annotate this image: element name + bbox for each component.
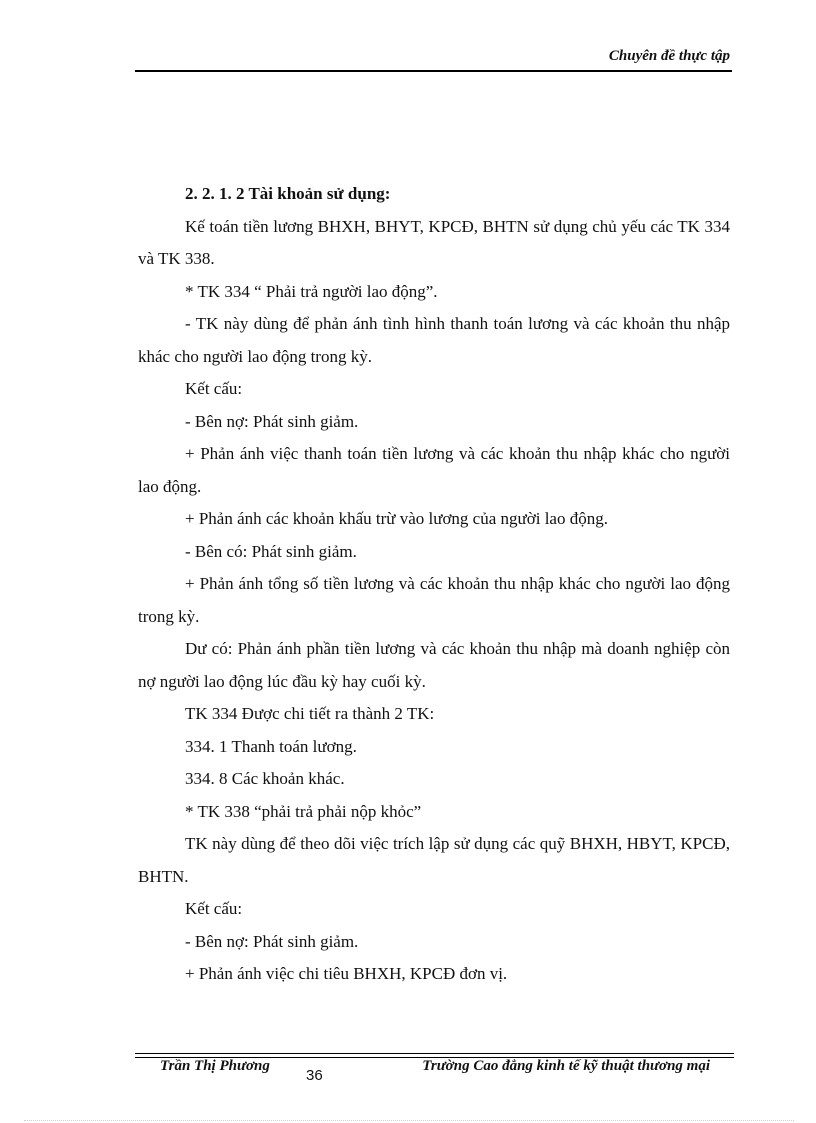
- paragraph: + Phản ánh việc chi tiêu BHXH, KPCĐ đơn vị.: [185, 964, 508, 983]
- paragraph: - Bên có: Phát sinh giảm.: [185, 541, 357, 561]
- footer-author: Trần Thị Phương: [160, 1058, 270, 1074]
- section-heading: 2. 2. 1. 2 Tài khoản sử dụng:: [185, 184, 391, 203]
- page-number: 36: [306, 1067, 323, 1084]
- paragraph: + Phản ánh các khoản khấu trừ vào lương của người lao động.: [185, 509, 608, 528]
- paragraph: Kết cấu:: [185, 899, 243, 918]
- paragraph: - Bên nợ: Phát sinh giảm.: [185, 931, 359, 951]
- paragraph: 334. 8 Các khoản khác.: [185, 769, 345, 788]
- paragraph: + Phản ánh việc thanh toán tiền lương và các khoản thu nhập khác cho người lao động.: [138, 444, 730, 496]
- paragraph: - TK này dùng để phản ánh tình hình thanh toán lương và các khoản thu nhập khác cho người lao động trong kỳ.: [138, 314, 730, 366]
- footer-school: Trường Cao đẳng kinh tế kỹ thuật thương mại: [422, 1058, 710, 1074]
- paragraph: * TK 338 “phải trả phải nộp khỏc”: [185, 801, 422, 821]
- body-text: [138, 178, 730, 991]
- paragraph: TK này dùng để theo dõi việc trích lập sử dụng các quỹ BHXH, HBYT, KPCĐ, BHTN.: [138, 834, 730, 886]
- page-edge: [24, 1120, 794, 1121]
- paragraph: TK 334 Được chi tiết ra thành 2 TK:: [185, 704, 435, 723]
- header-title: Chuyên đề thực tập: [608, 48, 730, 64]
- page-header: [135, 48, 732, 72]
- paragraph: - Bên nợ: Phát sinh giảm.: [185, 411, 359, 431]
- paragraph: + Phản ánh tổng số tiền lương và các khoản thu nhập khác cho người lao động trong kỳ.: [138, 574, 730, 626]
- paragraph: Dư có: Phản ánh phần tiền lương và các khoản thu nhập mà doanh nghiệp còn nợ người lao động lúc đầu kỳ hay cuối kỳ.: [138, 639, 730, 691]
- paragraph: 334. 1 Thanh toán lương.: [185, 736, 357, 756]
- paragraph: Kế toán tiền lương BHXH, BHYT, KPCĐ, BHTN sử dụng chủ yếu các TK 334 và TK 338.: [138, 216, 730, 268]
- paragraph: Kết cấu:: [185, 379, 243, 398]
- paragraph: * TK 334 “ Phải trả người lao động”.: [185, 281, 438, 301]
